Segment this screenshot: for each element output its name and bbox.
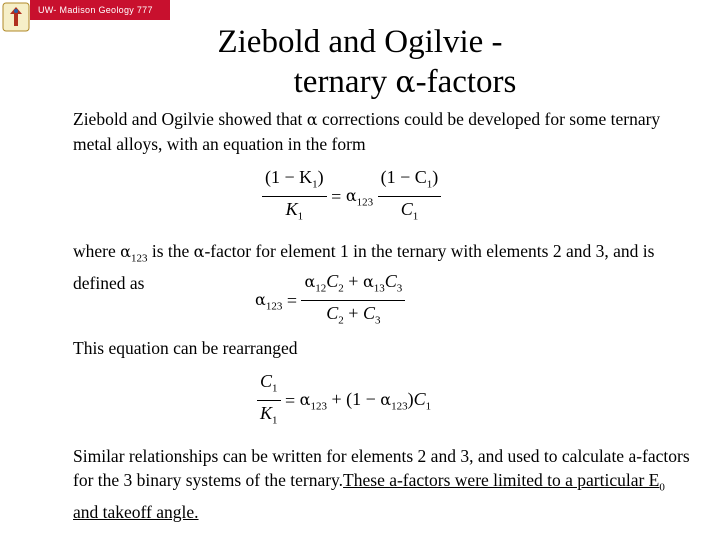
title-text: -factors — [415, 64, 517, 100]
alpha-symbol: α — [120, 242, 131, 261]
alpha-symbol: α — [193, 242, 205, 261]
slide-title — [0, 22, 720, 103]
equation-1: $\frac{(1 - K_1)}{K_1}$ = $\alpha_{123}$ $\frac{(1 - C_1)}{C_1}$ — [262, 166, 441, 228]
title-line-1: Ziebold and Ogilvie - — [217, 24, 503, 60]
paragraph-text: -factor for element 1 in the ternary with elements 2 and 3, and is defined as — [73, 241, 655, 293]
fraction: $\frac{(1 - K_1)}{K_1}$ — [262, 166, 327, 228]
underlined-note: These a-factors were limited to a particular $E_0$ and takeoff angle. — [73, 470, 665, 522]
equation-3: $\frac{C_1}{K_1}$ = $\alpha_{123} + (1 - \alpha_{123})C_1$ — [257, 370, 431, 432]
title-line-2 — [0, 62, 720, 103]
paragraph-text: is the — [147, 241, 194, 261]
subscript: 123 — [130, 252, 148, 265]
course-banner: UW- Madison Geology 777 — [30, 0, 170, 20]
alpha-symbol: α — [395, 65, 416, 100]
paragraph-text: where — [73, 241, 121, 261]
fraction: $\frac{\alpha_{12}C_2 + \alpha_{13}C_3}{C_2 + C_3}$ — [301, 270, 405, 332]
conclusion-paragraph — [73, 444, 693, 524]
intro-paragraph — [73, 107, 693, 156]
alpha-symbol: α — [306, 110, 318, 129]
rearrange-paragraph: This equation can be rearranged — [73, 338, 298, 358]
fraction: $\frac{C_1}{K_1}$ — [257, 370, 281, 432]
paragraph-text: corrections could be developed for some ternary metal alloys, with an equation in the form — [73, 109, 661, 154]
paragraph-text: Ziebold and Ogilvie showed that — [73, 109, 307, 129]
fraction: $\frac{(1 - C_1)}{C_1}$ — [378, 166, 442, 228]
paragraph-text: Similar relationships can be written for elements 2 and 3, and used to calculate a-factors for the 3 binary systems of the ternary. — [73, 446, 690, 490]
equation-2: $\alpha_{123}$ = $\frac{\alpha_{12}C_2 + \alpha_{13}C_3}{C_2 + C_3}$ — [255, 270, 405, 332]
title-text: ternary — [293, 64, 396, 100]
